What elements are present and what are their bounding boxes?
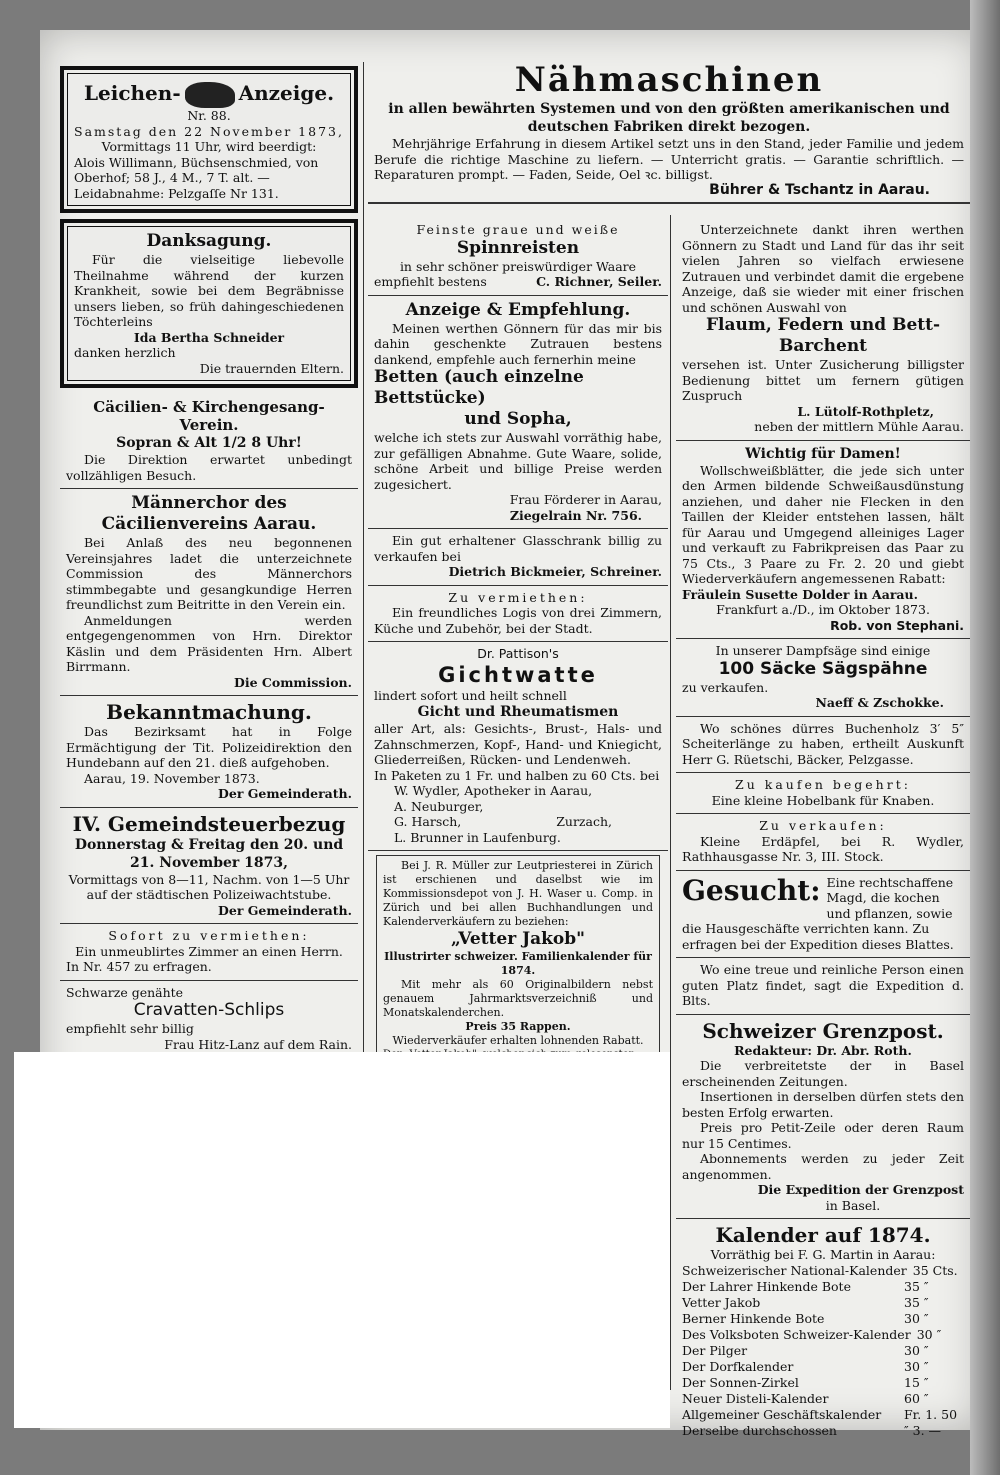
ad-title: Sofort zu vermiethen: [108,928,310,943]
thanks-line: danken herzlich [74,345,176,360]
ad-subtitle: Donnerstag & Freitag den 20. und 21. November 1873, [74,836,344,871]
ad-text: Eine rechtschaffene Magd, die kochen und pflanzen, sowie die Hausgeschäfte verrichten kann. Zu erfragen bei der Expedition dieses Blattes. [682,874,954,952]
ad-text: Vormittags von 8—11, Nachm. von 1—5 Uhr auf der städtischen Polizeiwachtstube. [68,871,350,902]
ad-text: Ein unmeublirtes Zimmer an einen Herrn. [75,943,343,959]
ad-signature: Die Commission. [234,674,352,690]
ad-date: Frankfurt a./D., im Oktober 1873. [716,602,930,617]
ad-title: Gichtwatte [438,662,598,687]
calendar-price: 35 ″ [904,1278,929,1294]
thanks-notice [60,219,358,388]
notice-date: Samstag den 22 November 1873, [74,123,344,139]
calendar-price: 35 ″ [904,1294,929,1310]
ad-text: Meinen werthen Gönnern für das mir bis dahin geschenkte Zutrauen bestens dankend, empfehle auch fernerhin meine [374,320,662,367]
seller-line: L. Brunner in Laufenburg. [394,829,561,845]
ad-spinnreisten [368,218,668,296]
calendar-row [682,1263,964,1279]
calendar-row [682,1391,964,1407]
ad-caecilien [60,394,358,489]
ad-cravatten [60,981,358,1059]
notice-time: Vormittags 11 Uhr, wird beerdigt: [101,139,317,154]
ad-signature: Dietrich Bickmeier, Schreiner. [448,564,662,579]
calendar-name: Vetter Jakob [682,1294,761,1310]
calendar-price: 30 ″ [904,1342,929,1358]
ad-title: Gesucht: [682,873,821,907]
ad-signature: in Basel. [825,1197,881,1213]
ad-text: Abonnements werden zu jeder Zeit angenommen. [682,1151,964,1182]
seller-line: G. Harsch, [394,814,462,829]
ad-title: „Vetter Jakob" [450,929,586,949]
ad-text: Wo eine treue und reinliche Person einen guten Platz findet, sagt die Expedition d. Blts. [682,962,964,1008]
calendar-name: Allgemeiner Geschäftskalender [682,1406,882,1422]
column-rule [670,215,671,1390]
column-middle [368,218,668,1059]
column-rule [363,62,364,1052]
ad-title: Cäcilien- & Kirchengesang-Verein. [93,398,325,434]
ad-buchenholz [676,717,970,774]
ad-signature: Der Gemeinderath. [218,786,352,801]
ad-title: Anzeige & Empfehlung. [405,299,631,320]
thanks-name: Ida Bertha Schneider [133,329,285,345]
ad-kalender [676,1219,970,1444]
ad-flaum [676,218,970,441]
ad-text: Unterzeichnete dankt ihren werthen Gönnern zu Stadt und Land für das ihr seit vielen Jahren so vielfach erwiesene Zutrauen und verbindet damit die ergebene Anzeige, daß sie wieder mit einer frischen und schönen Auswahl von [682,222,964,315]
ad-signature: Frau Hitz-Lanz auf dem Rain. [164,1036,352,1052]
ad-saegspaehne [676,639,970,717]
ad-title: Bekanntmachung. [106,700,312,724]
calendar-name: Des Volksboten Schweizer-Kalender [682,1326,911,1342]
calendar-name: Berner Hinkende Bote [682,1310,825,1326]
ad-text: Bei Anlaß des neu begonnenen Vereinsjahres ladet die unterzeichnete Commission des Männerchors stimmbegabte und gesangkundige Herren freundlichst zum Beitritte in den Verein ein. [66,535,352,612]
ad-person [676,958,970,1015]
column-left [60,66,358,1066]
ad-text: Die Direktion erwartet unbedingt vollzähligen Besuch. [66,452,352,483]
ad-naehmaschinen [368,60,970,204]
ad-bekanntmachung [60,696,358,808]
ad-pretitle: Dr. Pattison's [477,646,559,661]
ad-text: Bei J. R. Müller zur Leutpriesterei in Zürich ist erschienen und daselbst wie im Kommissionsdepot von J. H. Waser u. Comp. in Zürich und bei allen Buchhandlungen und Kalenderverkäufern zu beziehen: [383,859,653,928]
ad-text: lindert sofort und heilt schnell [374,687,567,703]
ad-price: Preis 35 Rappen. [465,1020,571,1033]
ad-text: Feinste graue und weiße [416,222,620,237]
ad-glasschrank [368,529,668,586]
ad-text: Ein freundliches Logis von drei Zimmern, Küche und Zubehör, bei der Stadt. [374,605,662,636]
ad-text: Ein gut erhaltener Glasschrank billig zu verkaufen bei [374,533,662,564]
calendar-price: 35 Cts. [912,1262,958,1278]
ad-text: welche ich stets zur Auswahl vorräthig habe, zur gefälligen Abnahme. Gute Waare, solide, schöne Arbeit und billige Preise werden zugesichert. [374,430,662,492]
ad-text: Wo schönes dürres Buchenholz 3′ 5″ Scheiterlänge zu haben, ertheilt Auskunft Herr G. Rüetschi, Bäcker, Pelzgasse. [682,720,964,767]
ad-highlight: und Sopha, [464,409,572,429]
ad-subtitle: Redakteur: Dr. Abr. Roth. [734,1042,912,1058]
calendar-price: 60 ″ [904,1390,929,1406]
calendar-row [682,1359,964,1375]
column-right [676,218,970,1444]
ad-subtitle: Illustrirter schweizer. Familienkalender für 1874. [384,950,652,977]
ad-text: In Nr. 457 zu erfragen. [66,959,212,974]
ad-signature: Bührer & Tschantz in Aarau. [709,181,930,198]
ad-text: empfiehlt bestens [374,274,487,289]
ad-anzeige [368,296,668,530]
ad-signature: neben der mittlern Mühle Aarau. [754,419,964,434]
ad-title: Cravatten-Schlips [133,1000,285,1020]
page-edge [970,0,1000,1475]
ad-erdaepfel [676,814,970,871]
calendar-row [682,1295,964,1311]
ad-signature: Naeff & Zschokke. [815,695,944,710]
notice-line: Leidabnahme: Pelzgaſſe Nr 131. [74,185,279,201]
ad-highlight: Fräulein Susette Dolder in Aarau. [682,586,918,602]
ad-vetter-jakob [376,855,660,1059]
ad-signature: C. Richner, Seiler. [536,274,662,289]
ad-signature: Der Gemeinderath. [218,902,352,918]
ad-text: Eine kleine Hobelbank für Knaben. [711,792,935,808]
notice-number: Nr. 88. [187,108,231,123]
ad-text: Anmeldungen werden entgegengenommen von Hrn. Direktor Käslin und dem Präsidenten Hrn. Albert Birrmann. [66,612,352,674]
ad-highlight: Gicht und Rheumatismen [417,704,619,720]
ad-steuer [60,808,358,925]
ad-text: Die verbreitetste der in Basel erscheinenden Zeitungen. [682,1058,964,1089]
death-notice [60,66,358,213]
calendar-row [682,1423,964,1439]
ad-text: In unserer Dampfsäge sind einige [715,643,931,658]
calendar-row [682,1311,964,1327]
seller-place: Zurzach, [556,814,612,829]
ad-signature: Ziegelrain Nr. 756. [509,507,642,523]
ad-subtitle: in allen bewährten Systemen und von den größten amerikanischen und deutschen Fabriken direkt bezogen. [388,101,950,135]
ad-title: Zu vermiethen: [448,589,588,605]
ad-title: 100 Säcke Sägspähne [718,658,928,679]
calendar-name: Der Dorfkalender [682,1358,794,1374]
ad-signature: L. Lütolf-Rothpletz, [797,403,934,419]
ad-text: Kleine Erdäpfel, bei R. Wydler, Rathhausgasse Nr. 3, III. Stock. [682,833,964,864]
calendar-price: 30 ″ [904,1310,929,1326]
ad-text: Wiederverkäufer erhalten lohnenden Rabatt. [392,1034,644,1047]
calendar-row [682,1375,964,1391]
ad-text: Mehrjährige Erfahrung in diesem Artikel setzt uns in den Stand, jeder Familie und jedem Berufe die richtige Maschine zu liefern. — Unterricht gratis. — Garantie schriftlich. — Reparaturen prompt. — Faden, Seide, Oel ꝛc. billigst. [374,136,964,182]
ad-title: Zu kaufen begehrt: [735,777,911,792]
ad-title: Wichtig für Damen! [745,445,901,462]
ad-subtitle: Sopran & Alt 1/2 8 Uhr! [116,435,302,451]
blank-paper-overlay [14,1052,670,1428]
calendar-price: 30 ″ [904,1358,929,1374]
seller-line: A. Neuburger, [394,798,484,814]
ad-text: Mit mehr als 60 Originalbildern nebst genauem Jahrmarktsverzeichniß und Monatskalenderchen. [383,978,653,1019]
ad-date: Aarau, 19. November 1873. [84,770,260,786]
ad-title: Flaum, Federn und Bett-Barchent [705,315,941,356]
ad-gichtwatte [368,642,668,851]
calendar-row [682,1343,964,1359]
ad-text: aller Art, als: Gesichts-, Brust-, Hals- und Zahnschmerzen, Kopf-, Hand- und Kniegicht, Gliederreißen, Rücken- und Lendenweh. [374,721,662,767]
ad-gesucht [676,871,970,959]
ad-highlight: Betten (auch einzelne Bettstücke) [374,367,584,408]
ad-maennerchor [60,489,358,696]
calendar-name: Der Lahrer Hinkende Bote [682,1278,851,1294]
calendar-price: ″ 3. — [904,1422,942,1438]
death-notice-title-2: Anzeige. [238,81,335,105]
calendar-name: Schweizerischer National-Kalender [682,1262,907,1278]
ad-title: Kalender auf 1874. [715,1223,931,1247]
calendar-name: Derselbe durchschossen [682,1422,837,1438]
calendar-row [682,1279,964,1295]
thanks-signature: Die trauernden Eltern. [199,360,344,376]
calendar-row [682,1407,964,1423]
calendar-row [682,1327,964,1343]
ad-text: Das Bezirksamt hat in Folge Ermächtigung der Tit. Polizeidirektion den Hundebann auf den 21. dieß aufgehoben. [66,724,352,770]
death-notice-title: Leichen- [83,81,181,105]
ad-signature: Rob. von Stephani. [830,617,964,633]
ad-text: In Paketen zu 1 Fr. und halben zu 60 Cts. bei [374,767,660,783]
ad-title: IV. Gemeindsteuerbezug [72,811,346,836]
calendar-price-list [682,1263,964,1439]
ad-text: Insertionen in derselben dürfen stets den besten Erfolg erwarten. [682,1089,964,1120]
notice-line: Alois Willimann, Büchsenschmied, von [74,154,319,170]
notice-line: Oberhof; 58 J., 4 M., 7 T. alt. — [74,170,270,185]
ad-text: zu verkaufen. [682,679,769,695]
calendar-price: 15 ″ [904,1374,929,1390]
ad-damen [676,441,970,640]
calendar-price: 30 ″ [916,1326,942,1342]
ad-sofort [60,924,358,981]
ad-text: Wollschweißblätter, die jede sich unter den Armen bildende Schweißausdünstung anziehen, und daher nie Flecken in den Taillen der Kleider entstehen lassen, hält für Aarau und Umgegend alleiniges Lager und verkauft zu Fabrikpreisen das Paar zu 75 Cts., 3 Paare zu Fr. 2. 20 und giebt Wiederverkäufern angemessenen Rabatt: [682,462,964,586]
ad-signature: Frau Förderer in Aarau, [509,492,662,507]
ad-grenzpost [676,1015,970,1220]
ad-signature: Die Expedition der Grenzpost [757,1182,964,1197]
thanks-text: Für die vielseitige liebevolle Theilnahme während der kurzen Krankheit, sowie bei dem Begräbnisse unsers lieben, so früh dahingeschiedenen Töchterleins [74,252,344,329]
calendar-name: Neuer Disteli-Kalender [682,1390,829,1406]
ad-text: versehen ist. Unter Zusicherung billigster Bedienung bittet um fernern gütigen Zuspruch [682,357,964,403]
thanks-title: Danksagung. [146,231,272,251]
ad-subtitle: Vorräthig bei F. G. Martin in Aarau: [710,1247,936,1262]
calendar-name: Der Pilger [682,1342,748,1358]
ad-text: Preis pro Petit-Zeile oder deren Raum nur 15 Centimes. [682,1120,964,1151]
ad-text: Schwarze genähte [66,984,184,1000]
calendar-price: Fr. 1. 50 [904,1406,958,1422]
ad-title: Zu verkaufen: [759,818,887,833]
ad-title: Nähmaschinen [514,60,824,100]
ad-text: in sehr schöner preiswürdiger Waare [399,258,637,274]
ad-text: empfiehlt sehr billig [66,1021,194,1036]
calendar-name: Der Sonnen-Zirkel [682,1374,799,1390]
ad-title: Schweizer Grenzpost. [702,1018,944,1043]
seller-line: W. Wydler, Apotheker in Aarau, [394,783,593,798]
mourning-emblem-icon [185,82,235,108]
ad-title: Männerchor des Cäcilienvereins Aarau. [101,493,317,534]
ad-title: Spinnreisten [456,237,580,258]
ad-vermiethen [368,586,668,643]
ad-hobelbank [676,773,970,814]
